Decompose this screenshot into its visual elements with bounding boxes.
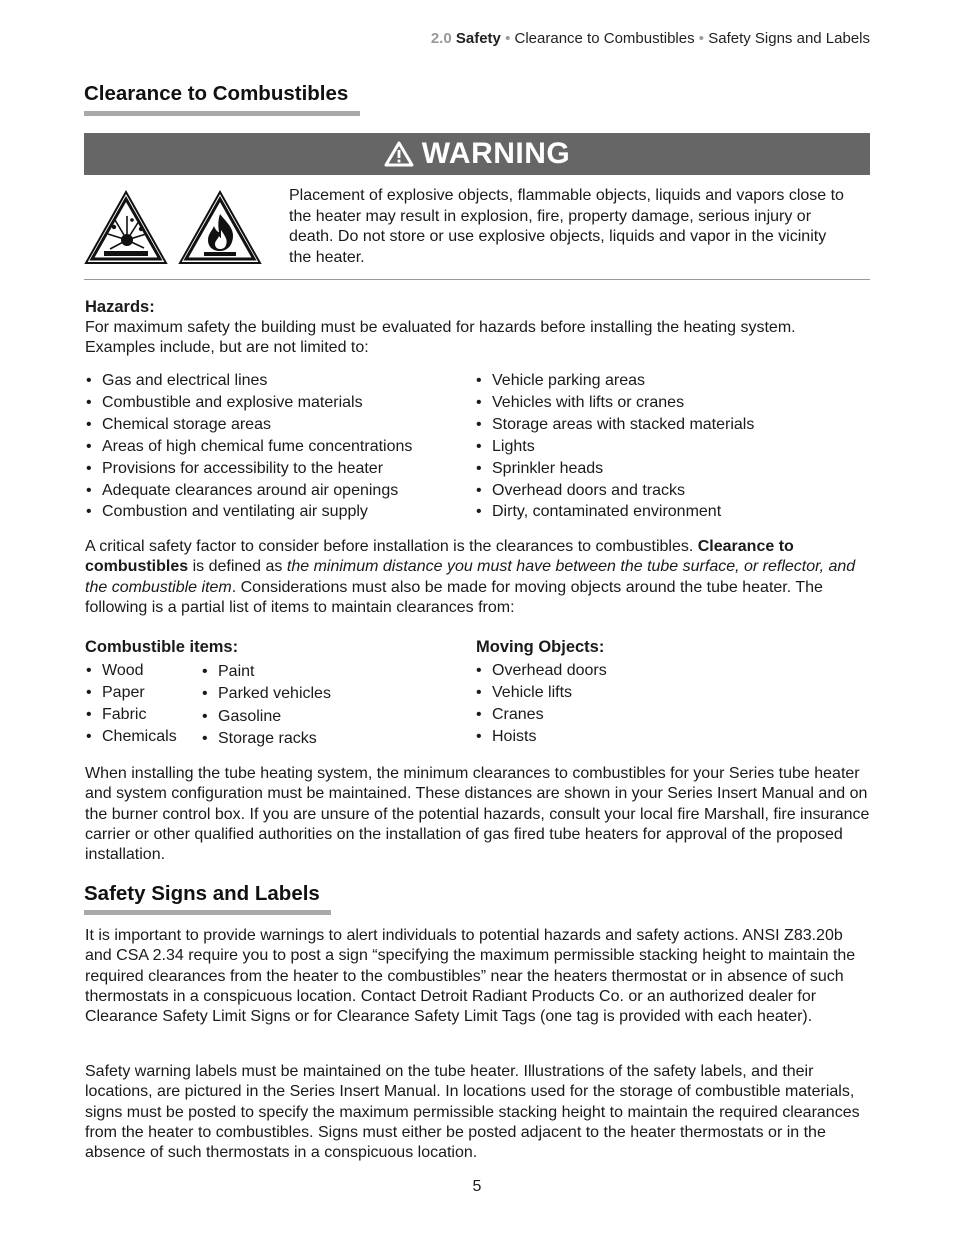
hazards-list-right — [475, 370, 754, 523]
header-crumb-clearance: Clearance to Combustibles — [514, 30, 695, 47]
critical-text-3: . Considerations must also be made for moving objects around the tube heater. The following is a partial list of items to maintain clearances from: — [85, 578, 823, 616]
list-item: • Hoists — [475, 726, 607, 748]
list-item: • Areas of high chemical fume concentrations — [85, 436, 412, 458]
critical-text-2: is defined as — [188, 558, 287, 576]
combustible-list-col2 — [201, 661, 331, 750]
warning-text: Placement of explosive objects, flammable objects, liquids and vapors close to the heater may result in explosion, fire, property damage, serious injury or death. Do not store or use explosive objects, liquids and vapor in the vicinity the heater. — [289, 187, 844, 266]
list-item: • Paper — [85, 682, 177, 704]
moving-objects-list — [475, 660, 607, 748]
list-item: • Paint — [201, 661, 331, 683]
page-number: 5 — [472, 1178, 482, 1195]
header-separator: • — [505, 30, 511, 47]
install-paragraph: When installing the tube heating system, the minimum clearances to combustibles for your Series tube heater and system configuration must be maintained. These distances are shown in your Series Insert Manual and on the burner control box. If you are unsure of the potential hazards, consult your local fire Marshall, fire insurance carrier or other qualified authorities on the installation of gas fired tube heaters for approval of the proposed installation. — [85, 765, 870, 864]
signs-heading: Safety Signs and Labels — [84, 882, 320, 905]
list-item: • Storage areas with stacked materials — [475, 414, 754, 436]
hazards-list-left — [85, 370, 412, 523]
list-item: • Adequate clearances around air openings — [85, 480, 412, 502]
list-item: • Wood — [85, 660, 177, 682]
list-item: • Vehicles with lifts or cranes — [475, 392, 754, 414]
signs-heading-rule — [84, 910, 331, 915]
list-item: • Provisions for accessibility to the heater — [85, 458, 412, 480]
page-header — [431, 30, 870, 47]
section-title: Safety — [455, 30, 501, 47]
flammable-hazard-icon — [178, 190, 262, 266]
list-item: • Lights — [475, 436, 754, 458]
list-item: • Fabric — [85, 704, 177, 726]
explosive-hazard-icon — [84, 190, 168, 266]
critical-paragraph — [85, 537, 870, 618]
list-item: • Overhead doors and tracks — [475, 480, 754, 502]
warning-banner — [84, 133, 870, 175]
hazards-heading: Hazards: — [85, 298, 155, 316]
list-item: • Parked vehicles — [201, 683, 331, 705]
list-item: • Gasoline — [201, 706, 331, 728]
list-item: • Combustion and ventilating air supply — [85, 501, 412, 523]
list-item: • Chemicals — [85, 726, 177, 748]
list-item: • Gas and electrical lines — [85, 370, 412, 392]
critical-text-1: A critical safety factor to consider before installation is the clearances to combustibles. — [85, 538, 698, 555]
signs-paragraph-1: It is important to provide warnings to alert individuals to potential hazards and safety actions. ANSI Z83.20b and CSA 2.34 require you to post a sign “specifying the maximum permissible stacking height to maintain the required clearances from the heater to the combustibles” near the heaters thermostat or in absence of such thermostats in a conspicuous location. Contact Detroit Radiant Products Co. or an authorized dealer for Clearance Safety Limit Signs or for Clearance Safety Limit Tags (one tag is provided with each heater). — [85, 927, 856, 1026]
moving-objects-heading: Moving Objects: — [476, 638, 605, 656]
header-separator: • — [698, 30, 705, 47]
clearance-heading-rule — [84, 111, 360, 116]
list-item: • Storage racks — [201, 728, 331, 750]
section-number: 2.0 — [430, 30, 452, 47]
list-item: • Vehicle lifts — [475, 682, 607, 704]
header-crumb-signs: Safety Signs and Labels — [708, 30, 870, 47]
warning-divider — [84, 279, 870, 280]
clearance-heading: Clearance to Combustibles — [84, 82, 349, 105]
signs-paragraph-2: Safety warning labels must be maintained on the tube heater. Illustrations of the safety labels, and their locations, are pictured in the Series Insert Manual. In locations used for the storage of combustible materials, signs must be posted to specify the maximum permissible stacking height to maintain the required clearances from the heater to combustibles. Signs must either be posted adjacent to the heater thermostats or in the absence of such thermostats in a conspicuous location. — [85, 1063, 860, 1162]
list-item: • Sprinkler heads — [475, 458, 754, 480]
critical-definition-term: Clearance to combustibles — [85, 538, 794, 576]
combustible-list-col1 — [85, 660, 177, 748]
list-item: • Combustible and explosive materials — [85, 392, 412, 414]
list-item: • Overhead doors — [475, 660, 607, 682]
warning-triangle-icon — [384, 141, 414, 167]
critical-definition: the minimum distance you must have between the tube surface, or reflector, and the combustible item — [85, 558, 856, 596]
warning-label: WARNING — [421, 137, 571, 170]
list-item: • Chemical storage areas — [85, 414, 412, 436]
list-item: • Vehicle parking areas — [475, 370, 754, 392]
list-item: • Cranes — [475, 704, 607, 726]
combustible-heading: Combustible items: — [85, 638, 239, 656]
list-item: • Dirty, contaminated environment — [475, 501, 754, 523]
hazards-intro: For maximum safety the building must be evaluated for hazards before installing the heating system. Examples include, but are not limited to: — [85, 319, 796, 357]
